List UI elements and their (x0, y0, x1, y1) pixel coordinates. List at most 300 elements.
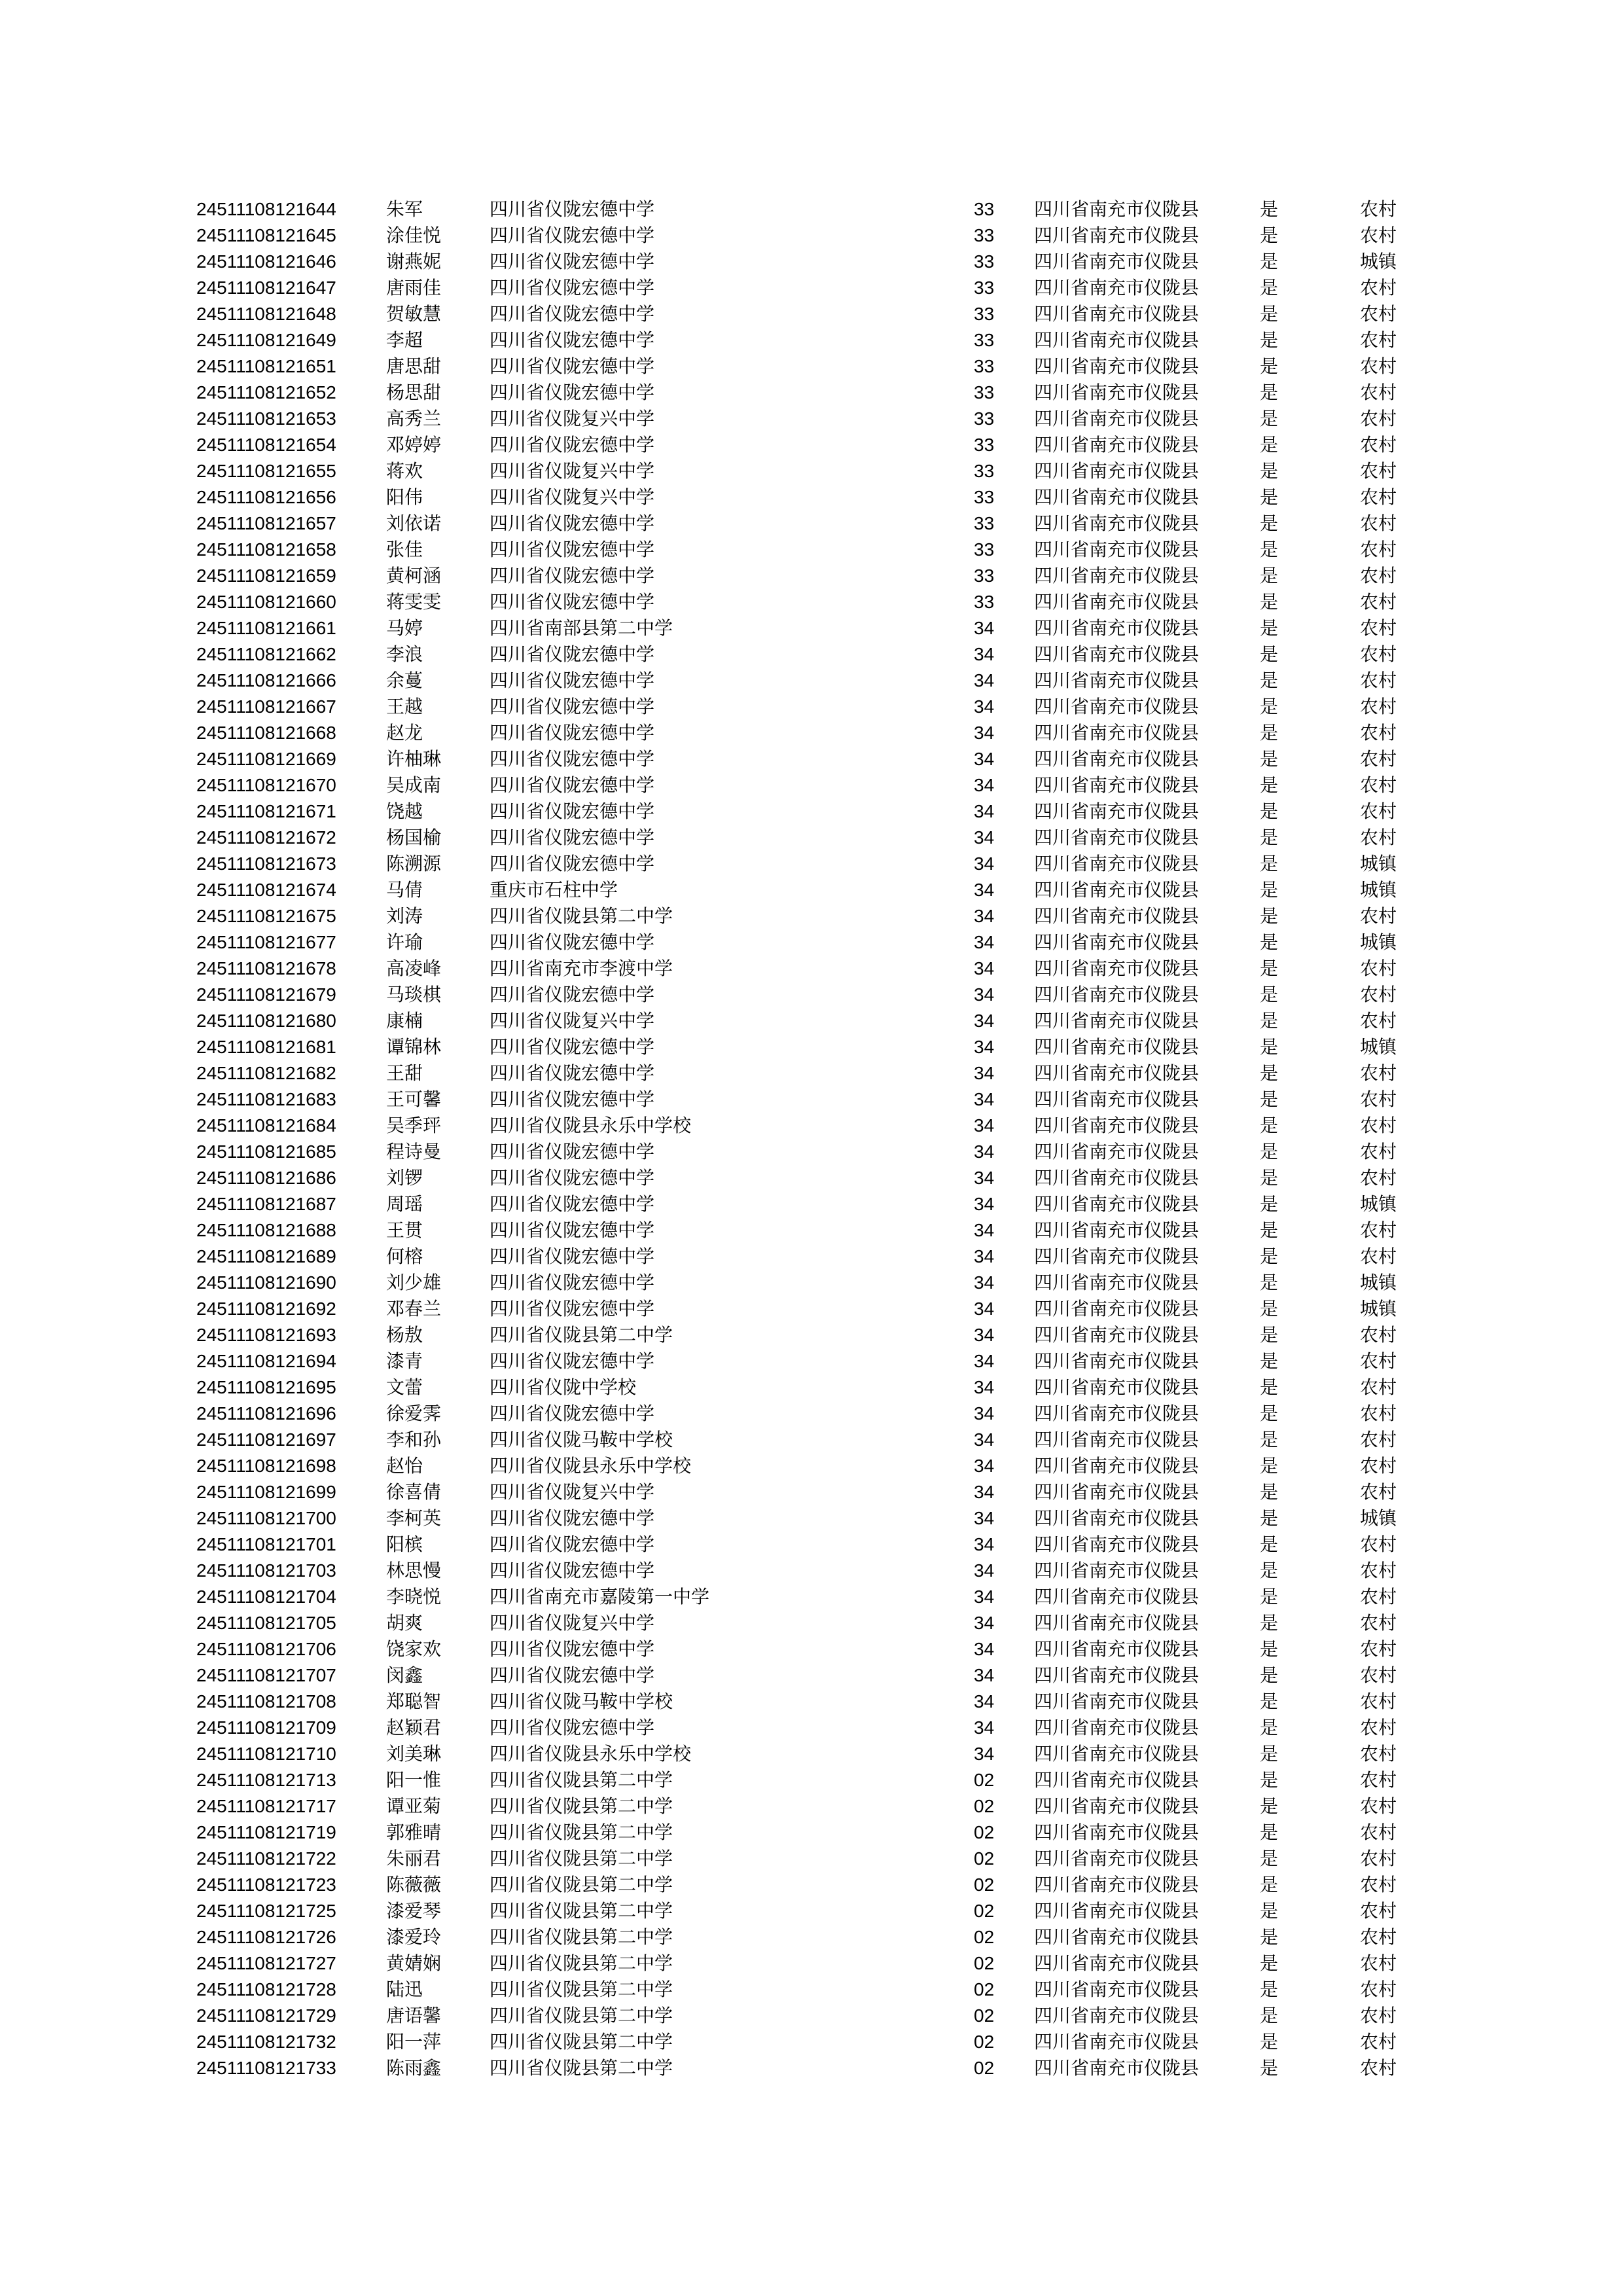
student-id-cell: 24511108121693 (196, 1325, 336, 1345)
table-row (196, 1322, 1427, 1348)
eligible-flag-cell: 是 (1260, 1979, 1279, 2000)
table-row (196, 1113, 1427, 1139)
region-cell: 四川省南充市仪陇县 (1034, 1795, 1200, 1817)
school-name-cell: 四川省仪陇复兴中学 (490, 486, 655, 508)
school-name-cell: 四川省仪陇宏德中学 (490, 355, 655, 377)
student-name-cell: 陆迅 (386, 1979, 423, 2000)
school-name-cell: 四川省仪陇宏德中学 (490, 1141, 655, 1162)
region-cell: 四川省南充市仪陇县 (1034, 748, 1200, 770)
table-row (196, 1872, 1427, 1898)
eligible-flag-cell: 是 (1260, 1350, 1279, 1372)
student-id-cell: 24511108121651 (196, 356, 336, 376)
table-row (196, 1610, 1427, 1636)
table-row (196, 1820, 1427, 1846)
region-cell: 四川省南充市仪陇县 (1034, 827, 1200, 848)
school-name-cell: 四川省南充市嘉陵第一中学 (490, 1586, 710, 1607)
household-type-cell: 农村 (1360, 696, 1397, 717)
table-row (196, 1662, 1427, 1689)
eligible-flag-cell: 是 (1260, 591, 1279, 613)
school-name-cell: 四川省仪陇县第二中学 (490, 2005, 673, 2026)
eligible-flag-cell: 是 (1260, 1743, 1279, 1765)
category-code-cell: 33 (974, 330, 995, 350)
region-cell: 四川省南充市仪陇县 (1034, 198, 1200, 220)
school-name-cell: 四川省仪陇县第二中学 (490, 905, 673, 927)
school-name-cell: 四川省仪陇县第二中学 (490, 1874, 673, 1895)
school-name-cell: 四川省仪陇宏德中学 (490, 198, 655, 220)
student-name-cell: 饶越 (386, 800, 423, 822)
table-row (196, 877, 1427, 903)
table-row (196, 301, 1427, 327)
school-name-cell: 四川省仪陇宏德中学 (490, 1560, 655, 1581)
school-name-cell: 四川省仪陇宏德中学 (490, 670, 655, 691)
region-cell: 四川省南充市仪陇县 (1034, 879, 1200, 901)
student-name-cell: 贺敏慧 (386, 303, 442, 325)
household-type-cell: 农村 (1360, 224, 1397, 246)
table-row (196, 589, 1427, 615)
table-row (196, 1086, 1427, 1113)
category-code-cell: 34 (974, 1717, 995, 1738)
eligible-flag-cell: 是 (1260, 2005, 1279, 2026)
student-name-cell: 涂佳悦 (386, 224, 442, 246)
category-code-cell: 34 (974, 1744, 995, 1764)
school-name-cell: 四川省仪陇宏德中学 (490, 303, 655, 325)
region-cell: 四川省南充市仪陇县 (1034, 643, 1200, 665)
category-code-cell: 34 (974, 1063, 995, 1083)
region-cell: 四川省南充市仪陇县 (1034, 251, 1200, 272)
student-name-cell: 黄婧娴 (386, 1952, 442, 1974)
household-type-cell: 农村 (1360, 329, 1397, 351)
region-cell: 四川省南充市仪陇县 (1034, 1115, 1200, 1136)
table-row (196, 929, 1427, 956)
eligible-flag-cell: 是 (1260, 984, 1279, 1005)
table-row (196, 1453, 1427, 1479)
region-cell: 四川省南充市仪陇县 (1034, 382, 1200, 403)
household-type-cell: 农村 (1360, 1246, 1397, 1267)
category-code-cell: 34 (974, 1429, 995, 1450)
region-cell: 四川省南充市仪陇县 (1034, 617, 1200, 639)
category-code-cell: 34 (974, 618, 995, 638)
student-id-cell: 24511108121685 (196, 1141, 336, 1162)
region-cell: 四川省南充市仪陇县 (1034, 565, 1200, 586)
student-name-cell: 李柯英 (386, 1507, 442, 1529)
category-code-cell: 02 (974, 1953, 995, 1973)
eligible-flag-cell: 是 (1260, 2057, 1279, 2079)
student-name-cell: 阳伟 (386, 486, 423, 508)
student-id-cell: 24511108121662 (196, 644, 336, 664)
region-cell: 四川省南充市仪陇县 (1034, 224, 1200, 246)
school-name-cell: 四川省仪陇宏德中学 (490, 984, 655, 1005)
region-cell: 四川省南充市仪陇县 (1034, 486, 1200, 508)
school-name-cell: 四川省仪陇马鞍中学校 (490, 1429, 673, 1450)
region-cell: 四川省南充市仪陇县 (1034, 1664, 1200, 1686)
school-name-cell: 四川省仪陇县第二中学 (490, 1324, 673, 1346)
student-name-cell: 高凌峰 (386, 958, 442, 979)
table-row (196, 851, 1427, 877)
table-row (196, 353, 1427, 380)
category-code-cell: 34 (974, 1456, 995, 1476)
school-name-cell: 四川省仪陇宏德中学 (490, 1062, 655, 1084)
household-type-cell: 农村 (1360, 1350, 1397, 1372)
category-code-cell: 34 (974, 1403, 995, 1424)
student-id-cell: 24511108121727 (196, 1953, 336, 1973)
eligible-flag-cell: 是 (1260, 1193, 1279, 1215)
household-type-cell: 农村 (1360, 460, 1397, 482)
household-type-cell: 农村 (1360, 539, 1397, 560)
household-type-cell: 农村 (1360, 800, 1397, 822)
household-type-cell: 农村 (1360, 984, 1397, 1005)
school-name-cell: 四川省南部县第二中学 (490, 617, 673, 639)
category-code-cell: 33 (974, 461, 995, 481)
school-name-cell: 四川省仪陇复兴中学 (490, 1010, 655, 1031)
household-type-cell: 农村 (1360, 382, 1397, 403)
household-type-cell: 农村 (1360, 1429, 1397, 1450)
student-name-cell: 许柚琳 (386, 748, 442, 770)
household-type-cell: 农村 (1360, 2057, 1397, 2079)
school-name-cell: 四川省仪陇县永乐中学校 (490, 1115, 692, 1136)
category-code-cell: 33 (974, 225, 995, 245)
student-id-cell: 24511108121719 (196, 1822, 336, 1842)
student-name-cell: 邓春兰 (386, 1298, 442, 1319)
student-id-cell: 24511108121709 (196, 1717, 336, 1738)
eligible-flag-cell: 是 (1260, 748, 1279, 770)
eligible-flag-cell: 是 (1260, 1586, 1279, 1607)
student-id-cell: 24511108121683 (196, 1089, 336, 1109)
region-cell: 四川省南充市仪陇县 (1034, 1403, 1200, 1424)
category-code-cell: 34 (974, 1141, 995, 1162)
school-name-cell: 四川省仪陇县第二中学 (490, 1979, 673, 2000)
student-name-cell: 郭雅晴 (386, 1821, 442, 1843)
student-id-cell: 24511108121706 (196, 1639, 336, 1659)
eligible-flag-cell: 是 (1260, 1534, 1279, 1555)
region-cell: 四川省南充市仪陇县 (1034, 1586, 1200, 1607)
eligible-flag-cell: 是 (1260, 1874, 1279, 1895)
category-code-cell: 33 (974, 513, 995, 533)
school-name-cell: 四川省仪陇县第二中学 (490, 1952, 673, 1974)
household-type-cell: 农村 (1360, 774, 1397, 796)
table-row (196, 641, 1427, 668)
region-cell: 四川省南充市仪陇县 (1034, 1010, 1200, 1031)
region-cell: 四川省南充市仪陇县 (1034, 1638, 1200, 1660)
eligible-flag-cell: 是 (1260, 224, 1279, 246)
eligible-flag-cell: 是 (1260, 1481, 1279, 1503)
household-type-cell: 农村 (1360, 827, 1397, 848)
school-name-cell: 四川省仪陇宏德中学 (490, 434, 655, 456)
school-name-cell: 四川省仪陇县第二中学 (490, 1821, 673, 1843)
school-name-cell: 四川省仪陇宏德中学 (490, 1272, 655, 1293)
student-id-cell: 24511108121700 (196, 1508, 336, 1528)
household-type-cell: 农村 (1360, 643, 1397, 665)
eligible-flag-cell: 是 (1260, 1691, 1279, 1712)
region-cell: 四川省南充市仪陇县 (1034, 774, 1200, 796)
eligible-flag-cell: 是 (1260, 617, 1279, 639)
school-name-cell: 四川省仪陇宏德中学 (490, 591, 655, 613)
household-type-cell: 农村 (1360, 1324, 1397, 1346)
school-name-cell: 四川省仪陇宏德中学 (490, 931, 655, 953)
category-code-cell: 33 (974, 592, 995, 612)
table-row (196, 720, 1427, 746)
category-code-cell: 34 (974, 1351, 995, 1371)
table-row (196, 1479, 1427, 1505)
region-cell: 四川省南充市仪陇县 (1034, 1062, 1200, 1084)
student-id-cell: 24511108121659 (196, 565, 336, 586)
region-cell: 四川省南充市仪陇县 (1034, 2005, 1200, 2026)
student-id-cell: 24511108121652 (196, 382, 336, 403)
student-name-cell: 程诗曼 (386, 1141, 442, 1162)
category-code-cell: 33 (974, 487, 995, 507)
student-name-cell: 吴成南 (386, 774, 442, 796)
table-row (196, 1060, 1427, 1086)
table-row (196, 1898, 1427, 1924)
household-type-cell: 农村 (1360, 617, 1397, 639)
school-name-cell: 四川省仪陇县永乐中学校 (490, 1455, 692, 1477)
school-name-cell: 四川省仪陇复兴中学 (490, 1612, 655, 1634)
student-id-cell: 24511108121657 (196, 513, 336, 533)
region-cell: 四川省南充市仪陇县 (1034, 1560, 1200, 1581)
household-type-cell: 农村 (1360, 1534, 1397, 1555)
region-cell: 四川省南充市仪陇县 (1034, 1717, 1200, 1738)
table-row (196, 1244, 1427, 1270)
household-type-cell: 农村 (1360, 1560, 1397, 1581)
student-id-cell: 24511108121710 (196, 1744, 336, 1764)
student-id-cell: 24511108121699 (196, 1482, 336, 1502)
region-cell: 四川省南充市仪陇县 (1034, 1376, 1200, 1398)
category-code-cell: 34 (974, 670, 995, 691)
student-id-cell: 24511108121703 (196, 1560, 336, 1581)
region-cell: 四川省南充市仪陇县 (1034, 355, 1200, 377)
school-name-cell: 四川省仪陇宏德中学 (490, 1219, 655, 1241)
school-name-cell: 四川省仪陇宏德中学 (490, 277, 655, 298)
student-name-cell: 马倩 (386, 879, 423, 901)
eligible-flag-cell: 是 (1260, 1272, 1279, 1293)
student-id-cell: 24511108121672 (196, 827, 336, 848)
household-type-cell: 农村 (1360, 1010, 1397, 1031)
student-id-cell: 24511108121722 (196, 1848, 336, 1869)
table-row (196, 1217, 1427, 1244)
household-type-cell: 农村 (1360, 1769, 1397, 1791)
category-code-cell: 34 (974, 1246, 995, 1266)
category-code-cell: 02 (974, 1979, 995, 2000)
school-name-cell: 四川省仪陇宏德中学 (490, 329, 655, 351)
student-name-cell: 陈薇薇 (386, 1874, 442, 1895)
table-row (196, 1558, 1427, 1584)
student-name-cell: 杨思甜 (386, 382, 442, 403)
table-row (196, 1977, 1427, 2003)
table-row (196, 1950, 1427, 1977)
student-name-cell: 唐语馨 (386, 2005, 442, 2026)
table-row (196, 223, 1427, 249)
eligible-flag-cell: 是 (1260, 905, 1279, 927)
school-name-cell: 四川省仪陇马鞍中学校 (490, 1691, 673, 1712)
table-row (196, 1715, 1427, 1741)
category-code-cell: 34 (974, 827, 995, 848)
student-name-cell: 蒋欢 (386, 460, 423, 482)
region-cell: 四川省南充市仪陇县 (1034, 277, 1200, 298)
household-type-cell: 农村 (1360, 670, 1397, 691)
category-code-cell: 34 (974, 749, 995, 769)
roster-table (196, 196, 1427, 2081)
category-code-cell: 33 (974, 278, 995, 298)
region-cell: 四川省南充市仪陇县 (1034, 1691, 1200, 1712)
eligible-flag-cell: 是 (1260, 1298, 1279, 1319)
eligible-flag-cell: 是 (1260, 643, 1279, 665)
table-row (196, 196, 1427, 223)
student-name-cell: 康楠 (386, 1010, 423, 1031)
student-id-cell: 24511108121646 (196, 251, 336, 272)
eligible-flag-cell: 是 (1260, 958, 1279, 979)
eligible-flag-cell: 是 (1260, 1638, 1279, 1660)
region-cell: 四川省南充市仪陇县 (1034, 1036, 1200, 1058)
category-code-cell: 33 (974, 435, 995, 455)
household-type-cell: 农村 (1360, 905, 1397, 927)
category-code-cell: 34 (974, 1115, 995, 1136)
region-cell: 四川省南充市仪陇县 (1034, 2031, 1200, 2053)
region-cell: 四川省南充市仪陇县 (1034, 591, 1200, 613)
region-cell: 四川省南充市仪陇县 (1034, 722, 1200, 744)
region-cell: 四川省南充市仪陇县 (1034, 512, 1200, 534)
table-row (196, 484, 1427, 511)
region-cell: 四川省南充市仪陇县 (1034, 1350, 1200, 1372)
category-code-cell: 02 (974, 1874, 995, 1895)
eligible-flag-cell: 是 (1260, 1848, 1279, 1869)
student-id-cell: 24511108121701 (196, 1534, 336, 1554)
school-name-cell: 四川省仪陇宏德中学 (490, 1403, 655, 1424)
region-cell: 四川省南充市仪陇县 (1034, 303, 1200, 325)
school-name-cell: 四川省仪陇县第二中学 (490, 1900, 673, 1922)
eligible-flag-cell: 是 (1260, 1612, 1279, 1634)
region-cell: 四川省南充市仪陇县 (1034, 670, 1200, 691)
school-name-cell: 四川省仪陇宏德中学 (490, 853, 655, 874)
category-code-cell: 02 (974, 2032, 995, 2052)
school-name-cell: 四川省仪陇宏德中学 (490, 1717, 655, 1738)
category-code-cell: 34 (974, 644, 995, 664)
household-type-cell: 农村 (1360, 565, 1397, 586)
category-code-cell: 02 (974, 2058, 995, 2078)
eligible-flag-cell: 是 (1260, 251, 1279, 272)
eligible-flag-cell: 是 (1260, 1560, 1279, 1581)
region-cell: 四川省南充市仪陇县 (1034, 1534, 1200, 1555)
table-row (196, 1505, 1427, 1532)
table-row (196, 458, 1427, 484)
eligible-flag-cell: 是 (1260, 1429, 1279, 1450)
category-code-cell: 34 (974, 801, 995, 821)
school-name-cell: 四川省仪陇宏德中学 (490, 827, 655, 848)
table-row (196, 1348, 1427, 1374)
eligible-flag-cell: 是 (1260, 1062, 1279, 1084)
category-code-cell: 34 (974, 853, 995, 874)
eligible-flag-cell: 是 (1260, 696, 1279, 717)
school-name-cell: 四川省仪陇县第二中学 (490, 1926, 673, 1948)
eligible-flag-cell: 是 (1260, 434, 1279, 456)
household-type-cell: 农村 (1360, 1141, 1397, 1162)
table-row (196, 1689, 1427, 1715)
table-row (196, 982, 1427, 1008)
category-code-cell: 02 (974, 1901, 995, 1921)
category-code-cell: 34 (974, 1613, 995, 1633)
household-type-cell: 农村 (1360, 277, 1397, 298)
eligible-flag-cell: 是 (1260, 539, 1279, 560)
region-cell: 四川省南充市仪陇县 (1034, 2057, 1200, 2079)
category-code-cell: 02 (974, 1770, 995, 1790)
eligible-flag-cell: 是 (1260, 329, 1279, 351)
student-name-cell: 阳一萍 (386, 2031, 442, 2053)
eligible-flag-cell: 是 (1260, 800, 1279, 822)
student-id-cell: 24511108121667 (196, 696, 336, 717)
student-id-cell: 24511108121669 (196, 749, 336, 769)
eligible-flag-cell: 是 (1260, 1324, 1279, 1346)
table-row (196, 275, 1427, 301)
table-row (196, 249, 1427, 275)
table-row (196, 668, 1427, 694)
school-name-cell: 四川省仪陇复兴中学 (490, 408, 655, 429)
eligible-flag-cell: 是 (1260, 1900, 1279, 1922)
household-type-cell: 农村 (1360, 1691, 1397, 1712)
school-name-cell: 四川省仪陇宏德中学 (490, 224, 655, 246)
region-cell: 四川省南充市仪陇县 (1034, 931, 1200, 953)
student-id-cell: 24511108121717 (196, 1796, 336, 1816)
student-id-cell: 24511108121668 (196, 723, 336, 743)
eligible-flag-cell: 是 (1260, 1821, 1279, 1843)
region-cell: 四川省南充市仪陇县 (1034, 1821, 1200, 1843)
table-row (196, 537, 1427, 563)
household-type-cell: 农村 (1360, 198, 1397, 220)
region-cell: 四川省南充市仪陇县 (1034, 1848, 1200, 1869)
student-name-cell: 李和孙 (386, 1429, 442, 1450)
student-id-cell: 24511108121723 (196, 1874, 336, 1895)
student-name-cell: 高秀兰 (386, 408, 442, 429)
region-cell: 四川省南充市仪陇县 (1034, 958, 1200, 979)
household-type-cell: 农村 (1360, 591, 1397, 613)
school-name-cell: 四川省仪陇宏德中学 (490, 1298, 655, 1319)
region-cell: 四川省南充市仪陇县 (1034, 696, 1200, 717)
household-type-cell: 农村 (1360, 1376, 1397, 1398)
student-name-cell: 王可馨 (386, 1088, 442, 1110)
household-type-cell: 农村 (1360, 1455, 1397, 1477)
category-code-cell: 34 (974, 1011, 995, 1031)
table-row (196, 1008, 1427, 1034)
household-type-cell: 城镇 (1360, 853, 1397, 874)
table-row (196, 380, 1427, 406)
student-name-cell: 徐爱霁 (386, 1403, 442, 1424)
student-name-cell: 张佳 (386, 539, 423, 560)
student-id-cell: 24511108121644 (196, 199, 336, 219)
school-name-cell: 四川省仪陇宏德中学 (490, 748, 655, 770)
category-code-cell: 02 (974, 2005, 995, 2026)
school-name-cell: 四川省仪陇宏德中学 (490, 774, 655, 796)
eligible-flag-cell: 是 (1260, 1455, 1279, 1477)
table-row (196, 1034, 1427, 1060)
student-id-cell: 24511108121705 (196, 1613, 336, 1633)
household-type-cell: 农村 (1360, 355, 1397, 377)
eligible-flag-cell: 是 (1260, 2031, 1279, 2053)
student-id-cell: 24511108121698 (196, 1456, 336, 1476)
eligible-flag-cell: 是 (1260, 1769, 1279, 1791)
region-cell: 四川省南充市仪陇县 (1034, 1900, 1200, 1922)
school-name-cell: 四川省仪陇宏德中学 (490, 539, 655, 560)
household-type-cell: 农村 (1360, 2031, 1397, 2053)
category-code-cell: 34 (974, 723, 995, 743)
category-code-cell: 34 (974, 1534, 995, 1554)
student-name-cell: 李晓悦 (386, 1586, 442, 1607)
household-type-cell: 农村 (1360, 434, 1397, 456)
eligible-flag-cell: 是 (1260, 303, 1279, 325)
household-type-cell: 农村 (1360, 1848, 1397, 1869)
table-row (196, 1165, 1427, 1191)
eligible-flag-cell: 是 (1260, 931, 1279, 953)
student-id-cell: 24511108121688 (196, 1220, 336, 1240)
eligible-flag-cell: 是 (1260, 670, 1279, 691)
region-cell: 四川省南充市仪陇县 (1034, 1324, 1200, 1346)
student-name-cell: 王越 (386, 696, 423, 717)
